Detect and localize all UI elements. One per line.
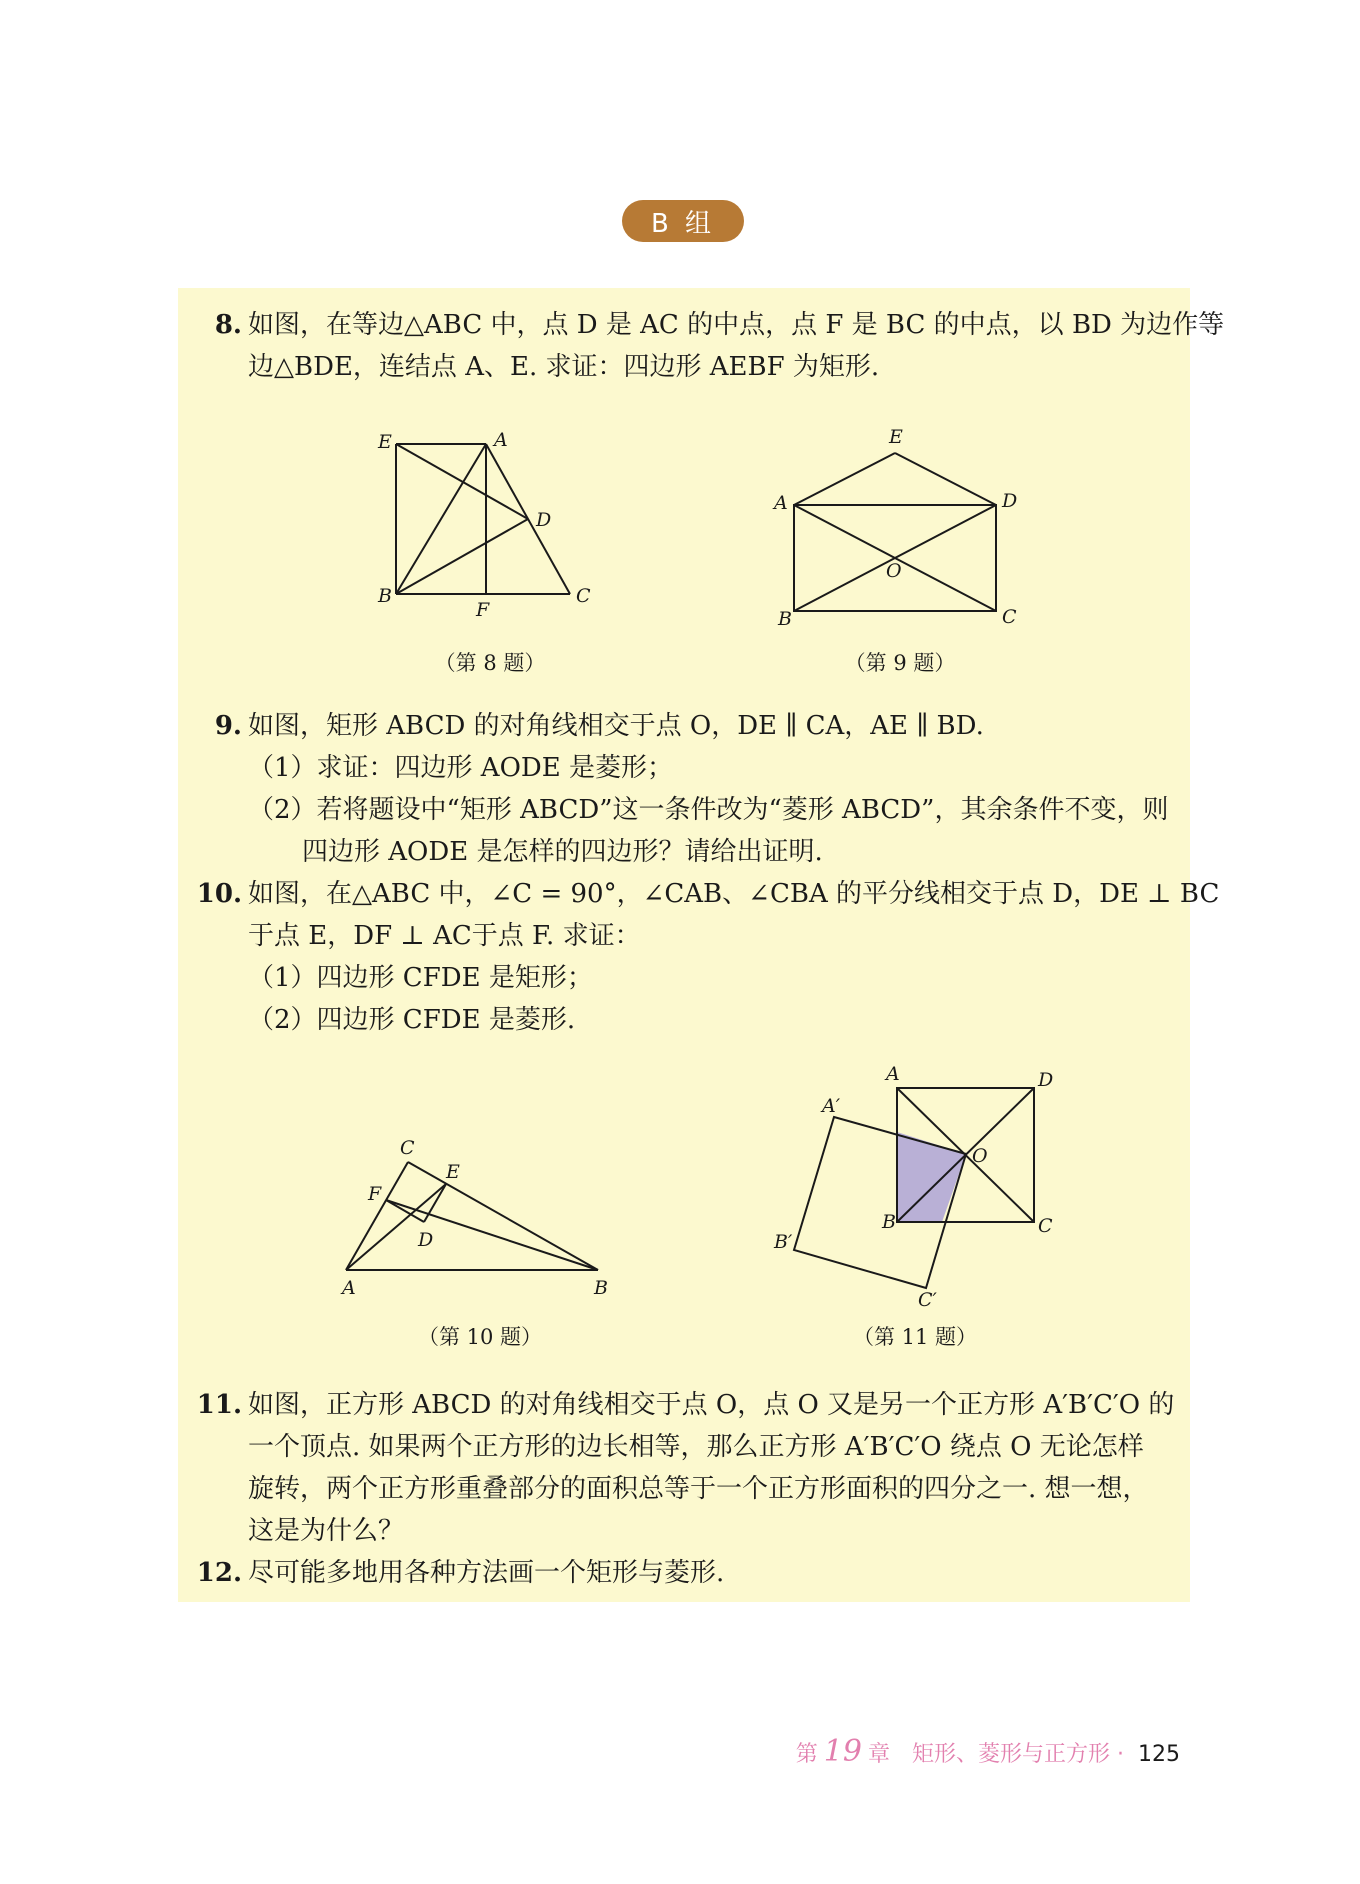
f8-label-e: E <box>378 431 392 453</box>
figure-10-diagram <box>330 1130 620 1300</box>
f9-label-o: O <box>886 560 902 582</box>
problem-9-number: 9. <box>214 711 242 741</box>
problem-9-sub-2b: 四边形 AODE 是怎样的四边形？请给出证明. <box>302 837 823 867</box>
f8-label-a: A <box>494 430 508 451</box>
figure-9-diagram <box>770 425 1030 630</box>
problem-10-line-2: 于点 E，DF ⊥ AC于点 F. 求证： <box>248 921 641 951</box>
problem-11-line-1: 如图，正方形 ABCD 的对角线相交于点 O，点 O 又是另一个正方形 A′B′C′O 的 <box>248 1390 1175 1420</box>
page-footer <box>796 1734 1180 1774</box>
problem-8-number: 8. <box>214 310 242 340</box>
problem-11-line-4: 这是为什么？ <box>248 1516 405 1546</box>
f9-label-b: B <box>778 608 792 630</box>
problem-8-line-2: 边△BDE，连结点 A、E. 求证：四边形 AEBF 为矩形. <box>248 352 880 382</box>
problem-11-line-3: 旋转，两个正方形重叠部分的面积总等于一个正方形面积的四分之一. 想一想， <box>248 1474 1149 1504</box>
f10-label-b: B <box>594 1277 608 1299</box>
f9-label-c: C <box>1002 606 1017 628</box>
f10-label-d: D <box>418 1229 434 1251</box>
f8-label-c: C <box>576 585 591 607</box>
f10-label-c: C <box>400 1137 415 1159</box>
problem-11-line-2: 一个顶点. 如果两个正方形的边长相等，那么正方形 A′B′C′O 绕点 O 无论怎样 <box>248 1432 1144 1462</box>
problem-8-line-1: 如图，在等边△ABC 中，点 D 是 AC 的中点，点 F 是 BC 的中点，以 BD 为边作等 <box>248 310 1225 340</box>
f9-label-d: D <box>1002 490 1018 512</box>
figure-8-diagram <box>370 430 610 620</box>
figure-11-caption: （第 11 题） <box>852 1325 978 1349</box>
f11-label-d: D <box>1038 1069 1054 1091</box>
problem-9-line-1: 如图，矩形 ABCD 的对角线相交于点 O，DE ∥ CA，AE ∥ BD. <box>248 711 984 741</box>
problem-11-number: 11. <box>196 1390 242 1420</box>
problem-10-number: 10. <box>196 879 242 909</box>
group-label-badge: B 组 <box>622 200 744 242</box>
chapter-title: 矩形、菱形与正方形 · <box>912 1742 1124 1767</box>
figure-11-diagram <box>770 1060 1070 1310</box>
figure-10-caption: （第 10 题） <box>417 1325 543 1349</box>
f11-label-a: A <box>886 1063 900 1085</box>
figure-8-caption: （第 8 题） <box>434 651 546 675</box>
figure-9-caption: （第 9 题） <box>844 651 956 675</box>
problem-10-sub-2: （2）四边形 CFDE 是菱形. <box>248 1005 576 1035</box>
f11-label-c: C <box>1038 1215 1053 1237</box>
chapter-suffix: 章 <box>867 1742 890 1767</box>
page-number: 125 <box>1138 1742 1180 1767</box>
f10-label-f: F <box>368 1183 382 1205</box>
f11-label-a-prime: A′ <box>822 1095 841 1117</box>
problem-9-sub-2a: （2）若将题设中“矩形 ABCD”这一条件改为“菱形 ABCD”，其余条件不变，则 <box>248 795 1169 825</box>
f10-label-a: A <box>342 1277 356 1299</box>
f11-label-c-prime: C′ <box>918 1289 937 1310</box>
f11-label-b: B <box>882 1211 896 1233</box>
f8-label-f: F <box>476 599 490 620</box>
problem-10-line-1: 如图，在△ABC 中，∠C = 90°，∠CAB、∠CBA 的平分线相交于点 D，DE ⊥ BC <box>248 879 1220 909</box>
f9-label-a: A <box>774 492 788 514</box>
f11-label-b-prime: B′ <box>774 1231 793 1253</box>
f8-label-d: D <box>536 509 552 531</box>
f11-label-o: O <box>972 1145 988 1167</box>
chapter-number: 19 <box>823 1734 862 1769</box>
problem-12-line-1: 尽可能多地用各种方法画一个矩形与菱形. <box>248 1558 725 1588</box>
problem-12-number: 12. <box>196 1558 242 1588</box>
problem-9-sub-1: （1）求证：四边形 AODE 是菱形； <box>248 753 673 783</box>
problem-10-sub-1: （1）四边形 CFDE 是矩形； <box>248 963 593 993</box>
chapter-prefix: 第 <box>795 1742 818 1767</box>
f8-label-b: B <box>378 585 392 607</box>
f9-label-e: E <box>889 426 903 448</box>
f10-label-e: E <box>446 1161 460 1183</box>
